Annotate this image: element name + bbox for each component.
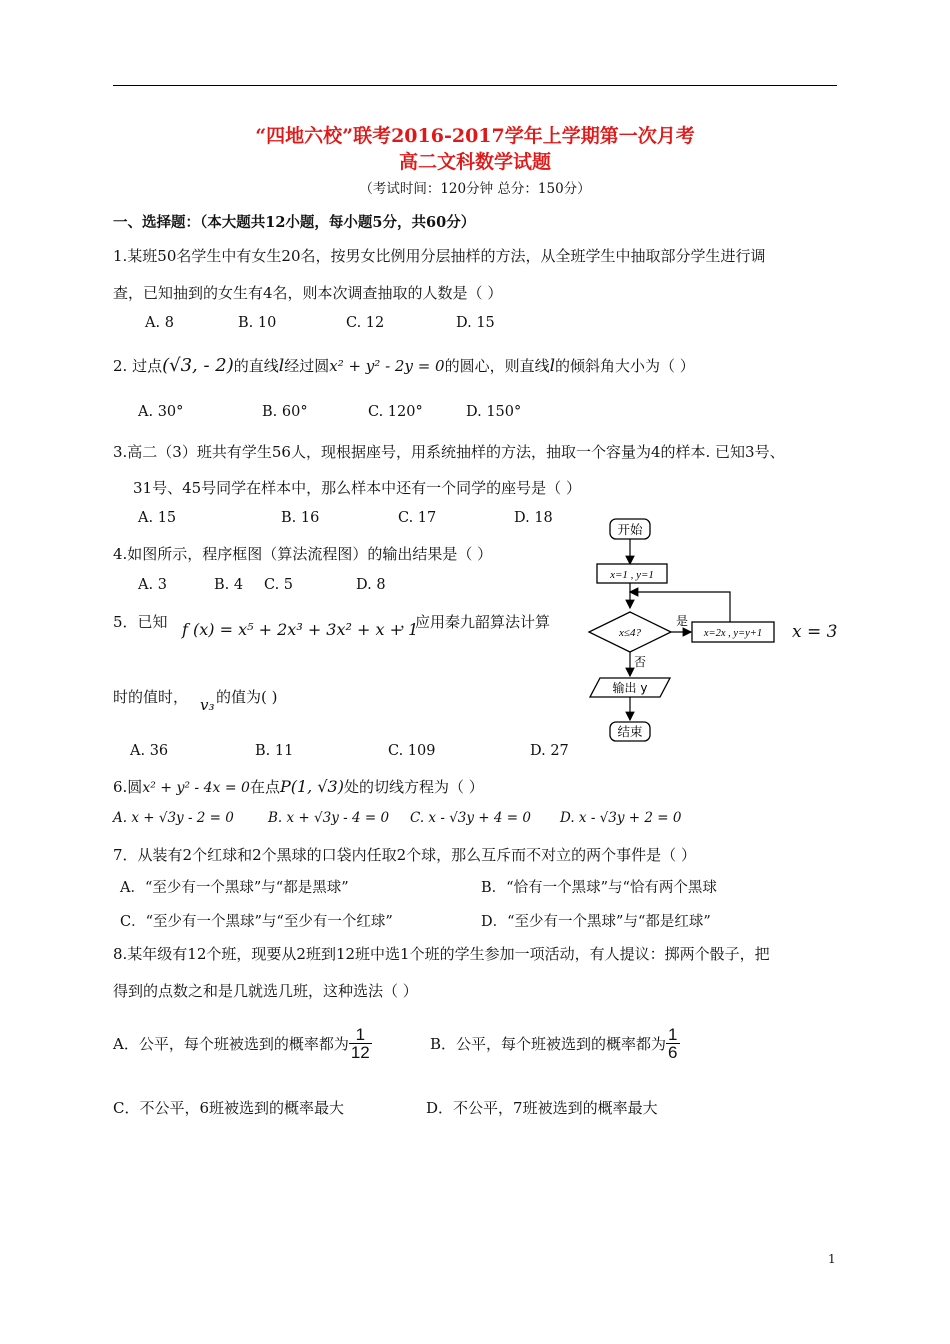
q3-line1: 3.高二（3）班共有学生56人，现根据座号，用系统抽样的方法，抽取一个容量为4的样本. 已知3号、 <box>113 443 785 461</box>
q2-option-c: C. 120° <box>368 404 423 420</box>
q8-option-a-text: A．公平，每个班被选到的概率都为 <box>113 1035 349 1053</box>
q6-line <box>113 776 484 797</box>
q8-line2: 得到的点数之和是几就选几班，这种选法（ ） <box>113 982 418 1000</box>
q1-option-a: A. 8 <box>145 315 174 331</box>
q6-option-d: D. x - √3y + 2 = 0 <box>560 810 682 826</box>
q5-line2-a: 时的值时， <box>113 688 189 706</box>
q4-text: 4.如图所示，程序框图（算法流程图）的输出结果是（ ） <box>113 545 493 563</box>
q5-prefix: 5．已知 <box>113 613 168 631</box>
q6-circle: x² + y² - 4x = 0 <box>142 780 250 796</box>
q7-option-c: C．“至少有一个黑球”与“至少有一个红球” <box>120 914 393 930</box>
q8-option-a-fraction <box>349 1026 372 1061</box>
q4-option-a: A. 3 <box>138 577 167 593</box>
q2-suffix: 的倾斜角大小为（ ） <box>555 357 695 375</box>
q2-line-l2: l <box>549 356 556 376</box>
q7-text: 7．从装有2个红球和2个黑球的口袋内任取2个球，那么互斥而不对立的两个事件是（ ） <box>113 846 696 864</box>
q6-option-b: B. x + √3y - 4 = 0 <box>268 810 390 826</box>
q5-x-value: x = 3 <box>792 622 838 642</box>
q2-point: (√3, - 2) <box>162 355 234 376</box>
q3-option-b: B. 16 <box>281 510 320 526</box>
q2-prefix: 2. 过点 <box>113 357 163 375</box>
q7-option-a: A．“至少有一个黑球”与“都是黑球” <box>120 880 349 896</box>
q6-prefix: 6.圆 <box>113 778 143 796</box>
fraction-numerator: 1 <box>668 1025 678 1044</box>
q5-line2-b: 的值为( ) <box>216 688 278 706</box>
q5-suffix: ，应用秦九韶算法计算 <box>400 613 551 631</box>
q6-option-a: A. x + √3y - 2 = 0 <box>113 810 234 826</box>
q5-formula: f (x) = x⁵ + 2x³ + 3x² + x + 1 <box>182 620 419 639</box>
q2-circle: x² + y² - 2y = 0 <box>329 357 445 375</box>
q8-option-b-text: B．公平，每个班被选到的概率都为 <box>430 1035 667 1053</box>
q6-suffix: 处的切线方程为（ ） <box>343 778 484 796</box>
fraction-denominator: 12 <box>350 1043 370 1062</box>
q8-line1: 8.某年级有12个班，现要从2班到12班中选1个班的学生参加一项活动，有人提议：掷两个骰子，把 <box>113 945 770 963</box>
q2-mid3: 的圆心，则直线 <box>444 357 550 375</box>
exam-info: （考试时间：120分钟 总分：150分） <box>359 181 591 197</box>
q5-option-d: D. 27 <box>530 743 569 759</box>
q1-option-c: C. 12 <box>346 315 385 331</box>
q2-line-l: l <box>278 356 285 376</box>
section-heading: 一、选择题：（本大题共12小题，每小题5分，共60分） <box>113 214 476 231</box>
q1-option-b: B. 10 <box>238 315 277 331</box>
flowchart-diagram <box>585 512 785 747</box>
fraction-numerator: 1 <box>349 1026 372 1044</box>
fraction-denominator: 6 <box>668 1043 678 1062</box>
flowchart-body-label: x=2x , y=y+1 <box>703 628 763 639</box>
flowchart-yes-label: 是 <box>676 614 689 628</box>
page-number: 1 <box>828 1252 836 1266</box>
flowchart-init-label: x=1 , y=1 <box>610 569 654 581</box>
exam-subtitle: 高二文科数学试题 <box>398 151 551 173</box>
q5-option-a: A. 36 <box>130 743 169 759</box>
q8-option-d: D．不公平，7班被选到的概率最大 <box>426 1099 658 1117</box>
q7-option-d: D．“至少有一个黑球”与“都是红球” <box>481 914 711 930</box>
top-rule <box>113 85 837 86</box>
q2-mid1: 的直线 <box>233 357 279 375</box>
q2-option-d: D. 150° <box>466 404 522 420</box>
q7-option-b: B．“恰有一个黑球”与“恰有两个黑球 <box>481 880 717 896</box>
q3-line2: 31号、45号同学在样本中，那么样本中还有一个同学的座号是（ ） <box>133 479 581 497</box>
q2-line <box>113 355 695 376</box>
exam-title: “四地六校”联考2016-2017学年上学期第一次月考 <box>255 125 695 147</box>
q5-v3: v₃ <box>200 696 215 714</box>
q6-mid: 在点 <box>249 778 280 796</box>
flowchart-condition-label: x≤4? <box>619 627 641 639</box>
q2-option-a: A. 30° <box>138 404 184 420</box>
flowchart-output-label: 输出 y <box>612 681 648 695</box>
q1-option-d: D. 15 <box>456 315 495 331</box>
q3-option-c: C. 17 <box>398 510 437 526</box>
q8-option-b-fraction <box>666 1026 679 1061</box>
q2-mid2: 经过圆 <box>284 357 330 375</box>
q4-option-c: C. 5 <box>264 577 294 593</box>
flowchart-start-label: 开始 <box>617 522 643 537</box>
q8-option-a <box>113 1026 372 1061</box>
flowchart-no-label: 否 <box>634 655 647 669</box>
q3-option-a: A. 15 <box>138 510 177 526</box>
flowchart-end-label: 结束 <box>617 724 643 739</box>
q1-line1: 1.某班50名学生中有女生20名，按男女比例用分层抽样的方法，从全班学生中抽取部分学生进行调 <box>113 247 766 265</box>
q1-line2: 查，已知抽到的女生有4名，则本次调查抽取的人数是（ ） <box>113 284 503 302</box>
q5-option-c: C. 109 <box>388 743 436 759</box>
q2-option-b: B. 60° <box>262 404 308 420</box>
q6-option-c: C. x - √3y + 4 = 0 <box>410 810 531 826</box>
q8-option-b <box>430 1026 680 1061</box>
q8-option-c: C．不公平，6班被选到的概率最大 <box>113 1099 345 1117</box>
q4-option-d: D. 8 <box>356 577 386 593</box>
q6-point: P(1, √3) <box>279 777 344 796</box>
q3-option-d: D. 18 <box>514 510 553 526</box>
q4-option-b: B. 4 <box>214 577 244 593</box>
q5-option-b: B. 11 <box>255 743 294 759</box>
